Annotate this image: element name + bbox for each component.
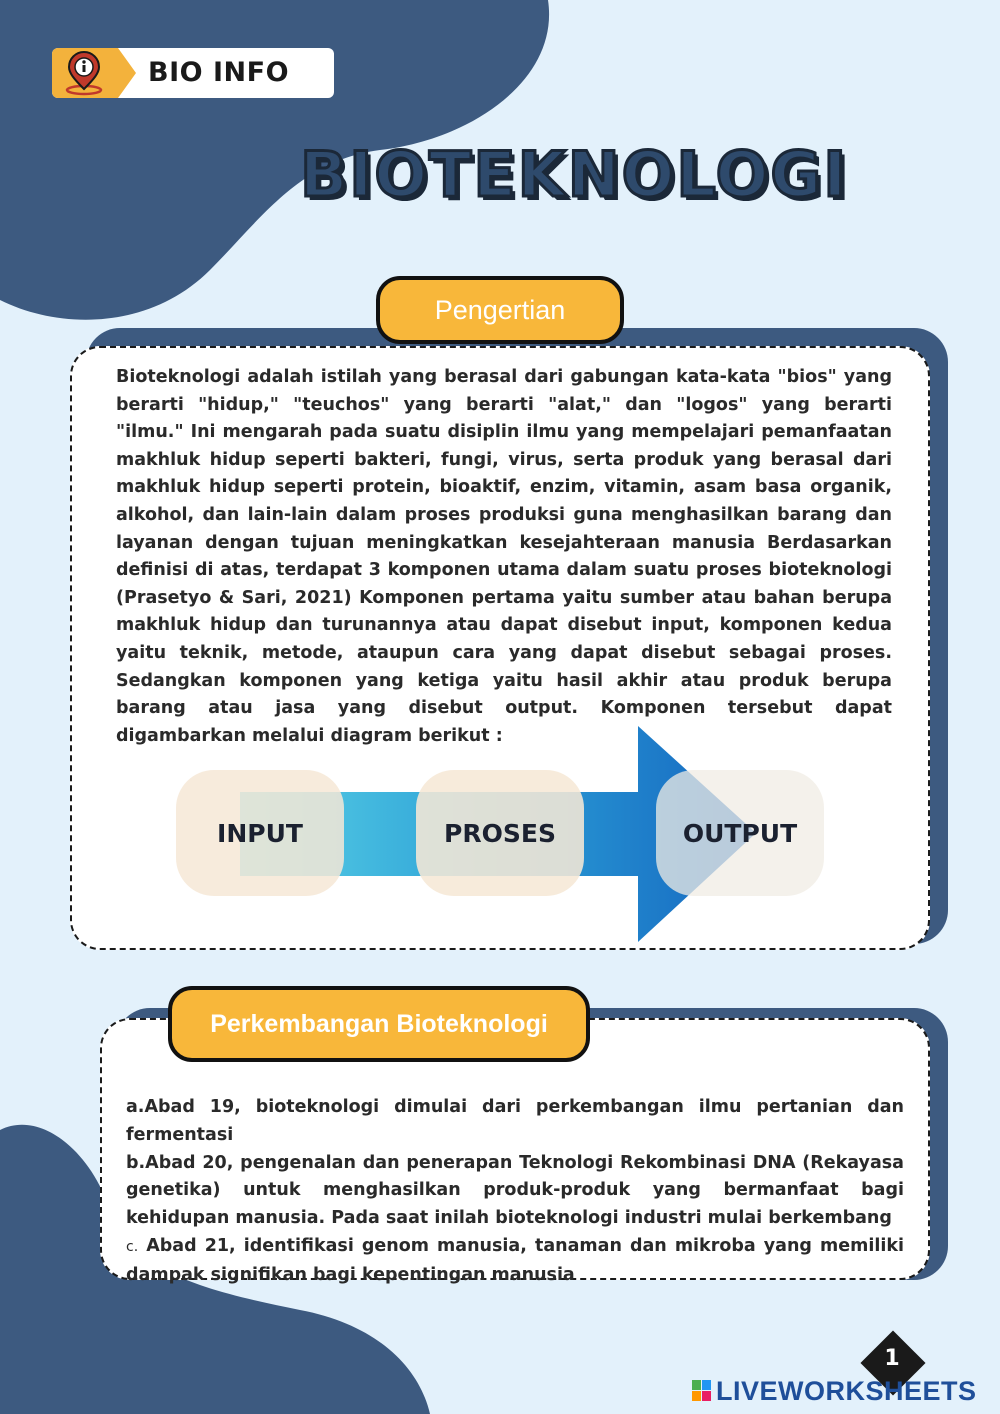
list-item-marker: c. (126, 1238, 139, 1255)
list-item-text: Abad 21, identifikasi genom manusia, tanaman dan mikroba yang memiliki dampak signifikan bagi kepentingan manusia (126, 1235, 904, 1285)
liveworksheets-logo[interactable] (692, 1374, 977, 1408)
list-item: b.Abad 20, pengenalan dan penerapan Teknologi Rekombinasi DNA (Rekayasa genetika) untuk menghasilkan produk-produk yang bermanfaat bagi kehidupan manusia. Pada saat inilah bioteknologi industri mulai berkembang (126, 1152, 904, 1229)
diagram-process-box: PROSES (416, 770, 584, 896)
list-item (126, 1233, 904, 1290)
page-title: BIOTEKNOLOGI (300, 138, 849, 211)
input-process-output-diagram (176, 726, 836, 944)
liveworksheets-icon (692, 1380, 712, 1402)
development-heading: Perkembangan Bioteknologi (168, 986, 590, 1062)
development-list (126, 1094, 904, 1290)
diagram-input-box: INPUT (176, 770, 344, 896)
definition-heading: Pengertian (376, 276, 624, 344)
badge-label: BIO INFO (148, 57, 290, 88)
diagram-output-box: OUTPUT (656, 770, 824, 896)
bio-info-badge (52, 48, 334, 98)
page-number: 1 (884, 1346, 900, 1371)
list-item: a.Abad 19, bioteknologi dimulai dari perkembangan ilmu pertanian dan fermentasi (126, 1097, 904, 1145)
liveworksheets-text: LIVEWORKSHEETS (716, 1375, 977, 1406)
info-pin-icon (52, 48, 118, 98)
definition-paragraph: Bioteknologi adalah istilah yang berasal dari gabungan kata-kata "bios" yang berarti "hidup," "teuchos" yang berarti "alat," dan "logos" yang berarti "ilmu." Ini mengarah pada suatu disiplin ilmu yang mempelajari pemanfaatan makhluk hidup seperti bakteri, fungi, virus, serta produk yang berasal dari makhluk hidup seperti protein, bioaktif, enzim, vitamin, asam basa organik, alkohol, dan lain-lain dalam proses produksi guna menghasilkan barang dan layanan dengan tujuan meningkatkan kesejahteraan manusia Berdasarkan definisi di atas, terdapat 3 komponen utama dalam suatu proses bioteknologi (Prasetyo & Sari, 2021) Komponen pertama yaitu sumber atau bahan berupa makhluk hidup dan turunannya atau dapat disebut input, komponen kedua yaitu teknik, metode, ataupun cara yang dapat disebut sebagai proses. Sedangkan komponen yang ketiga yaitu hasil akhir atau produk berupa barang atau jasa yang disebut output. Komponen tersebut dapat digambarkan melalui diagram berikut : (116, 367, 892, 746)
